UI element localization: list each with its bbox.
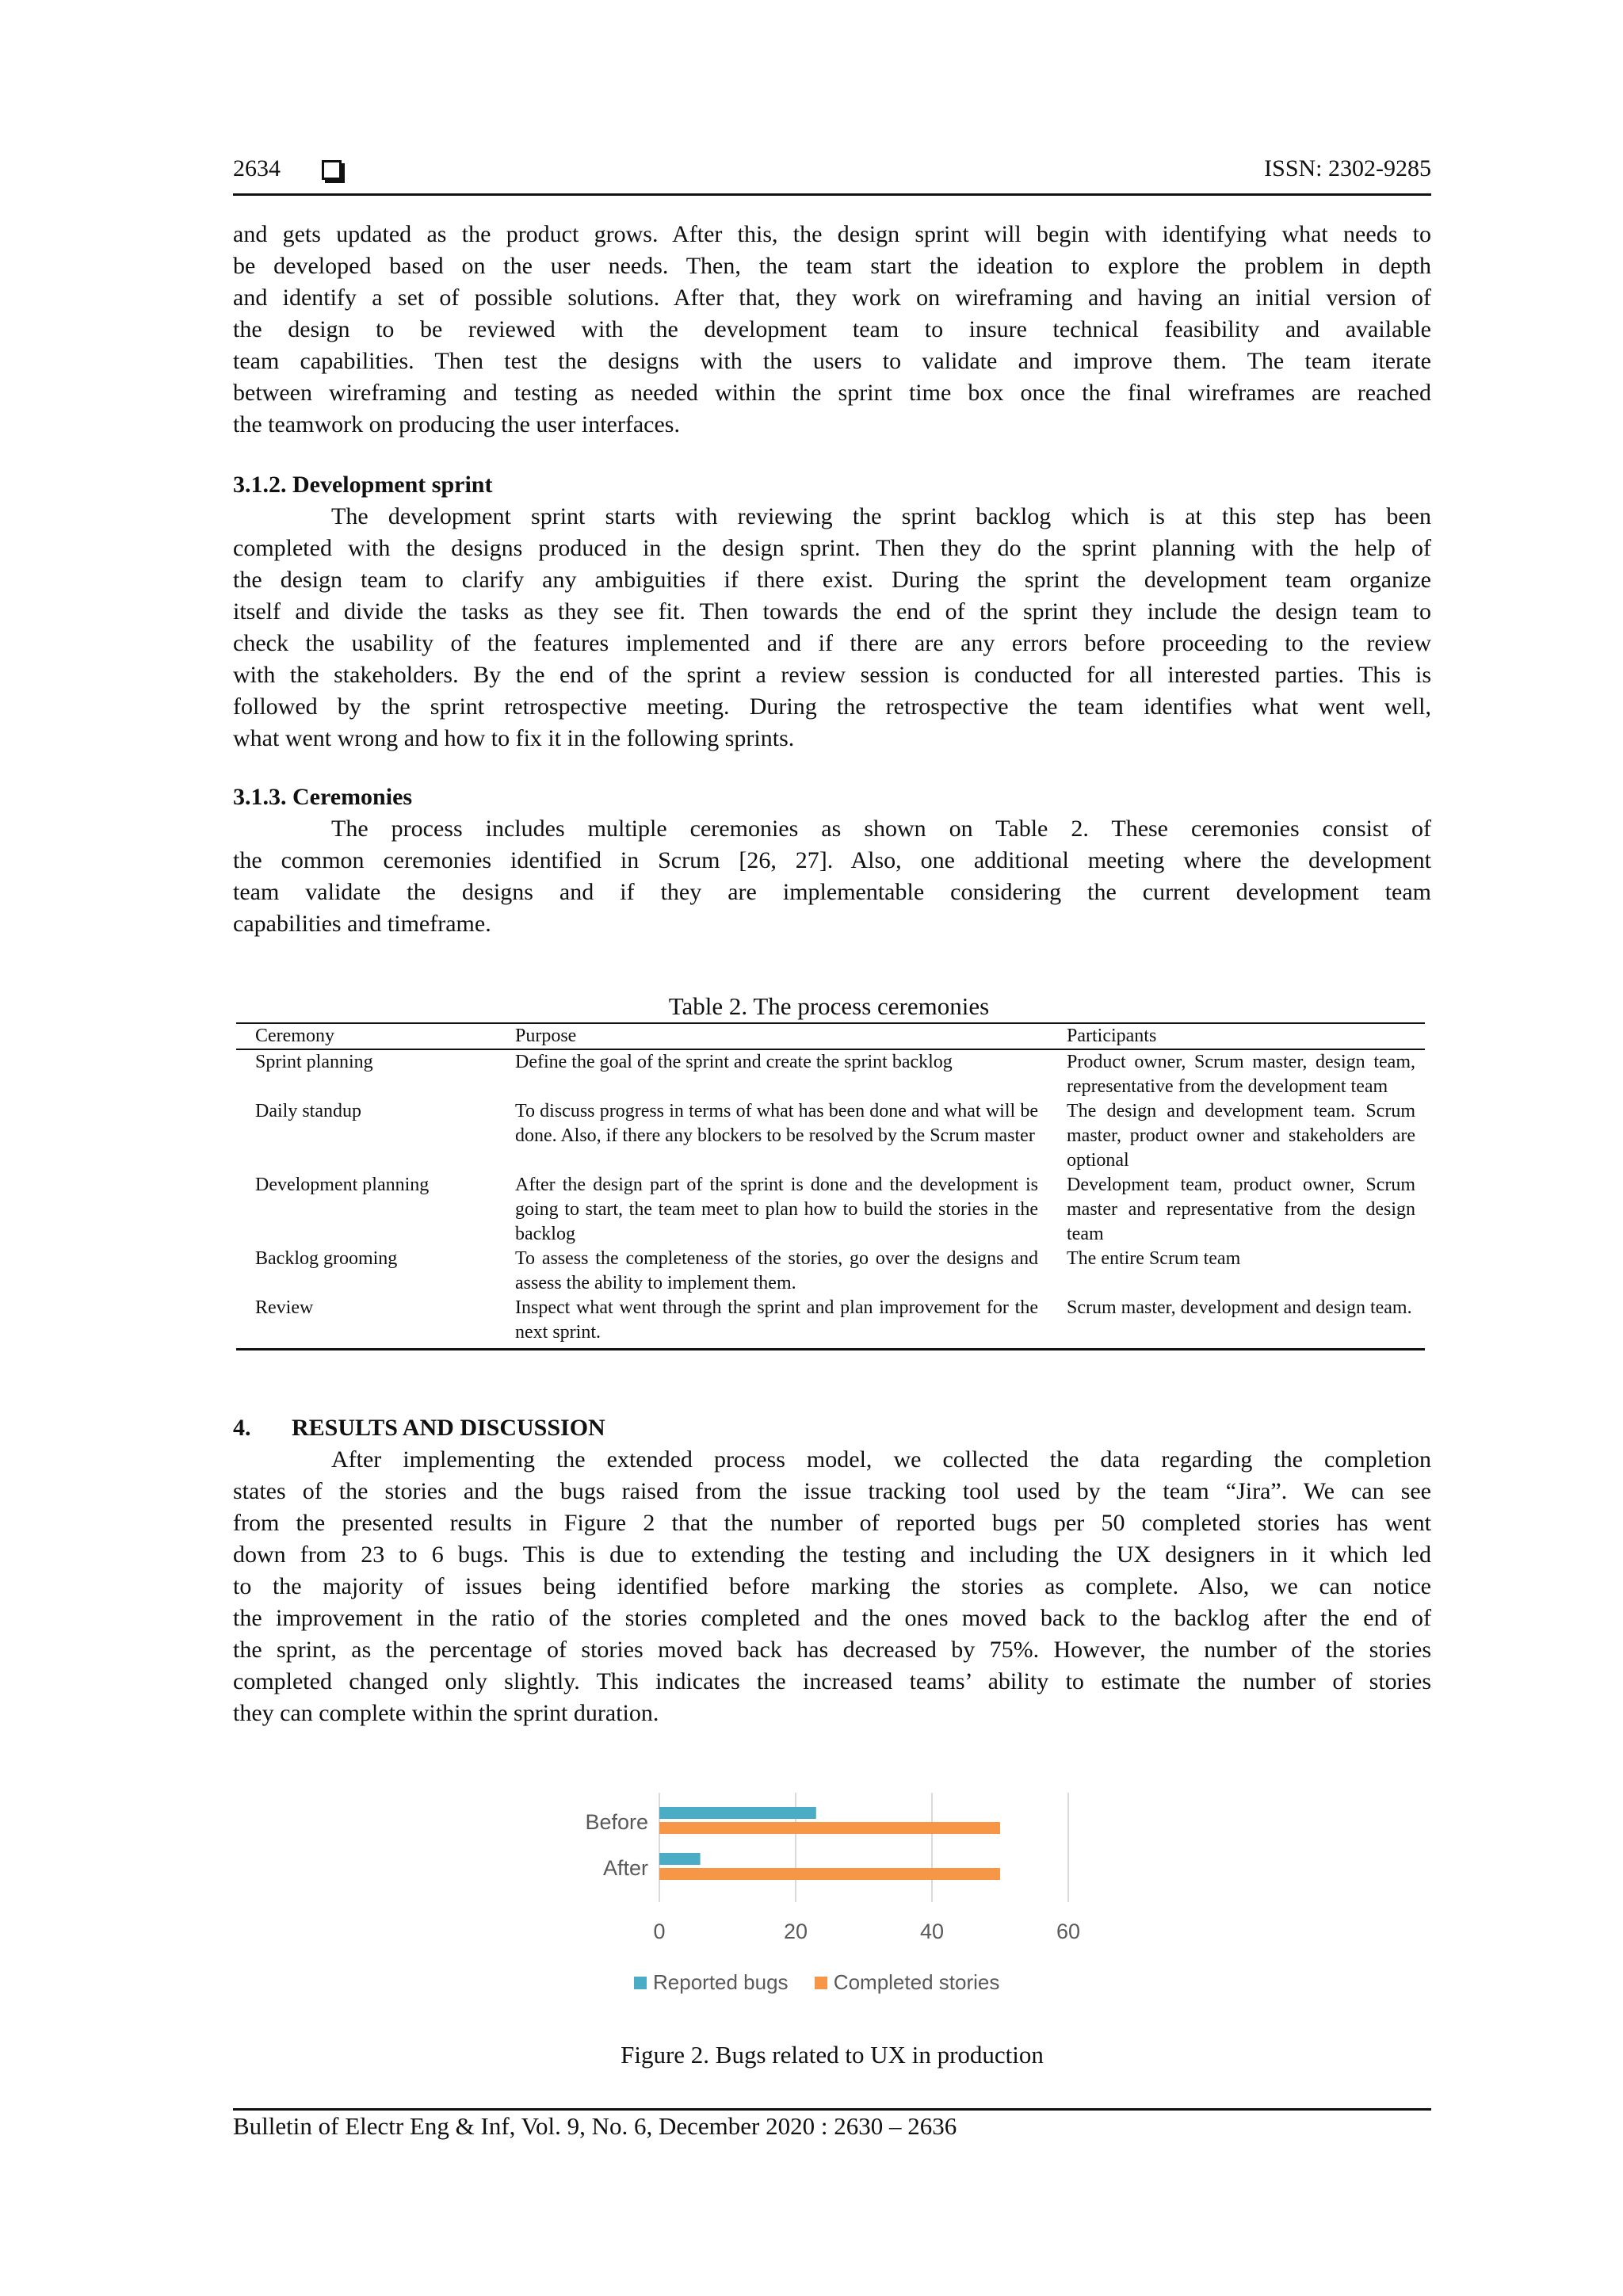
results-section	[233, 1412, 1431, 1729]
column-header: Participants	[1048, 1023, 1425, 1049]
section-heading: 3.1.3. Ceremonies	[233, 784, 413, 810]
bar	[659, 1853, 701, 1865]
chart-legend	[634, 1970, 1109, 1995]
text-line: team capabilities. Then test the designs with the users to validate and improve them. The team iterate	[233, 348, 1431, 374]
text-line: what went wrong and how to fix it in the following sprints.	[233, 725, 795, 751]
text-line: states of the stories and the bugs raised from the issue tracking tool used by the team “Jira”. We can see	[233, 1478, 1431, 1504]
development-sprint-section	[233, 469, 1431, 755]
table-caption: Table 2. The process ceremonies	[668, 992, 990, 1020]
table-header-row	[236, 1023, 1425, 1049]
text-line: and gets updated as the product grows. After this, the design sprint will begin with identifying what needs to	[233, 221, 1431, 247]
table-cell: Define the goal of the sprint and create the sprint backlog	[515, 1052, 953, 1072]
table-row	[236, 1247, 1425, 1296]
bar	[659, 1807, 816, 1819]
figure-caption: Figure 2. Bugs related to UX in production	[621, 2041, 1044, 2069]
text-line: from the presented results in Figure 2 that the number of reported bugs per 50 completed stories has went	[233, 1510, 1431, 1536]
table-cell: Sprint planning	[255, 1052, 373, 1072]
text-line: capabilities and timeframe.	[233, 911, 491, 937]
text-line: the sprint, as the percentage of stories moved back has decreased by 75%. However, the number of the stories	[233, 1637, 1431, 1663]
table-cell: Review	[236, 1296, 496, 1350]
ceremonies-section	[233, 781, 1431, 940]
table-cell: The design and development team. Scrum master, product owner and stakeholders are optional	[1067, 1101, 1415, 1171]
text-line: between wireframing and testing as needed within the sprint time box once the final wireframes are reached	[233, 380, 1431, 406]
table-row	[236, 1099, 1425, 1173]
tick-label: 0	[653, 1920, 666, 1943]
text-line: the improvement in the ratio of the stories completed and the ones moved back to the backlog after the end of	[233, 1605, 1431, 1631]
tick-label: 40	[919, 1920, 945, 1943]
page-header	[233, 155, 1431, 196]
tick-label: 60	[1056, 1920, 1081, 1943]
bar	[659, 1868, 1000, 1880]
tick-label: 20	[783, 1920, 808, 1943]
page-footer: Bulletin of Electr Eng & Inf, Vol. 9, No. 6, December 2020 : 2630 – 2636	[233, 2108, 1431, 2141]
text-line: team validate the designs and if they are implementable considering the current development team	[233, 879, 1431, 905]
intro-paragraph	[233, 219, 1431, 441]
table-row	[236, 1173, 1425, 1247]
section-heading: 4. RESULTS AND DISCUSSION	[233, 1415, 605, 1441]
text-line: The process includes multiple ceremonies as shown on Table 2. These ceremonies consist of	[331, 816, 1431, 842]
table-cell: Backlog grooming	[255, 1248, 398, 1269]
text-line: the design to be reviewed with the development team to insure technical feasibility and available	[233, 316, 1431, 342]
text-line: to the majority of issues being identified before marking the stories as complete. Also, we can notice	[233, 1573, 1431, 1599]
text-line: the common ceremonies identified in Scrum [26, 27]. Also, one additional meeting where the development	[233, 847, 1431, 873]
text-line: completed with the designs produced in the design sprint. Then they do the sprint planning with the help of	[233, 535, 1431, 561]
table-cell: Daily standup	[255, 1101, 361, 1121]
text-line: After implementing the extended process model, we collected the data regarding the completion	[331, 1446, 1431, 1473]
column-header: Ceremony	[236, 1023, 496, 1049]
text-line: completed changed only slightly. This indicates the increased teams’ ability to estimate the number of stories	[233, 1668, 1431, 1694]
table-cell: Scrum master, development and design team.	[1048, 1296, 1425, 1350]
text-line: they can complete within the sprint duration.	[233, 1700, 659, 1726]
legend-item: Reported bugs	[634, 1970, 789, 1995]
legend-swatch	[815, 1977, 827, 1989]
table-cell: Development team, product owner, Scrum master and representative from the design team	[1067, 1175, 1415, 1244]
text-line: and identify a set of possible solutions. After that, they work on wireframing and having an initial version of	[233, 285, 1431, 311]
table-cell: Development planning	[255, 1175, 430, 1195]
table-row	[236, 1296, 1425, 1350]
text-line: the design team to clarify any ambiguities if there exist. During the sprint the development team organize	[233, 567, 1431, 593]
bar	[659, 1822, 1000, 1834]
table-cell: Inspect what went through the sprint and plan improvement for the next sprint.	[496, 1296, 1048, 1350]
text-line: check the usability of the features implemented and if there are any errors before proceeding to the review	[233, 630, 1431, 656]
ceremonies-table	[236, 1022, 1425, 1350]
page-number: 2634	[233, 155, 281, 181]
column-header: Purpose	[496, 1023, 1048, 1049]
table-cell: To assess the completeness of the stories, go over the designs and assess the ability to implement them.	[515, 1248, 1038, 1293]
text-line: The development sprint starts with reviewing the sprint backlog which is at this step has been	[331, 503, 1431, 529]
table-cell: The entire Scrum team	[1067, 1248, 1241, 1269]
table-cell: After the design part of the sprint is done and the development is going to start, the team meet to plan how to build the stories in the backlog	[515, 1175, 1038, 1244]
text-line: the teamwork on producing the user interfaces.	[233, 411, 680, 437]
checkbox-square-icon	[322, 160, 342, 180]
legend-item: Completed stories	[815, 1970, 1000, 1995]
text-line: be developed based on the user needs. Then, the team start the ideation to explore the problem in depth	[233, 253, 1431, 279]
issn: ISSN: 2302-9285	[1264, 155, 1431, 181]
category-label: After	[602, 1856, 648, 1880]
category-label: Before	[585, 1810, 648, 1834]
text-line: followed by the sprint retrospective meeting. During the retrospective the team identifies what went well,	[233, 693, 1431, 720]
section-heading: 3.1.2. Development sprint	[233, 472, 493, 498]
table-row	[236, 1049, 1425, 1099]
table-cell: To discuss progress in terms of what has been done and what will be done. Also, if there any blockers to be resolved by the Scrum master	[515, 1101, 1038, 1146]
table-cell: Product owner, Scrum master, design team, representative from the development team	[1067, 1052, 1415, 1097]
legend-swatch	[634, 1977, 647, 1989]
text-line: itself and divide the tasks as they see fit. Then towards the end of the sprint they include the design team to	[233, 598, 1431, 625]
text-line: down from 23 to 6 bugs. This is due to extending the testing and including the UX designers in it which led	[233, 1541, 1431, 1568]
text-line: with the stakeholders. By the end of the sprint a review session is conducted for all interested parties. This is	[233, 662, 1431, 688]
